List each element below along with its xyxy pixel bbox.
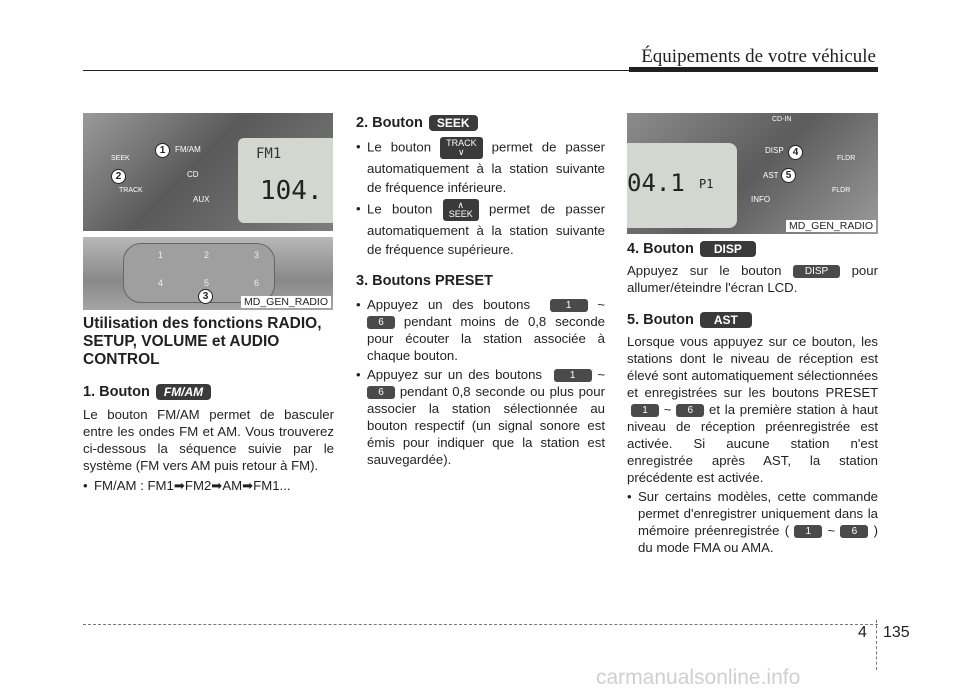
- preset-key-1: 1: [794, 525, 822, 538]
- aux-key-label: AUX: [193, 195, 210, 204]
- cd-key-label: CD: [187, 170, 199, 179]
- seek-up-key: [443, 199, 479, 221]
- bullet-text-post: pendant 0,8 seconde ou plus pour associer la station sélectionnée au bouton respectif (un signal sonore est émis pour indiquer que la station est sauvegardée).: [367, 384, 605, 467]
- tilde: ~: [663, 402, 672, 417]
- section-2-label: 2. Bouton: [356, 115, 423, 131]
- page-number: 135: [883, 624, 910, 641]
- disp-key-label: DISP: [765, 146, 784, 155]
- bullet-text-pre: Appuyez sur un des boutons: [367, 367, 543, 382]
- section-2-title: [356, 113, 605, 133]
- tilde: ~: [827, 523, 836, 538]
- preset-5: 5: [204, 278, 210, 288]
- text-b: et la première station à haut niveau de réception préenregistrée est activée. Si aucune station n'est enregistrée après AST, la station précédente est activée.: [627, 402, 878, 485]
- section-1-label: 1. Bouton: [83, 384, 150, 400]
- image-caption-left: MD_GEN_RADIO: [241, 296, 331, 308]
- key-top: ∧: [457, 200, 464, 210]
- right-lcd-preset: P1: [699, 177, 714, 191]
- section-3-title: 3. Boutons PRESET: [356, 273, 493, 289]
- section-heading: Utilisation des fonctions RADIO, SETUP, VOLUME et AUDIO CONTROL: [83, 315, 322, 368]
- chapter-number: 4: [858, 624, 867, 641]
- seek-key-label: SEEK: [111, 155, 130, 162]
- bullet-text-pre: Le bouton: [367, 139, 432, 155]
- preset-bullet-store: [356, 366, 605, 468]
- fldr-down-label: FLDR: [832, 187, 851, 194]
- right-column: [627, 239, 878, 556]
- bullet-text-post: permet de passer automatiquement à la station suivante de fréquence supérieure.: [367, 201, 606, 257]
- section-5-bullet: [627, 488, 878, 556]
- ast-key-label: AST: [763, 171, 779, 180]
- right-lcd: [627, 143, 737, 228]
- section-4-title: [627, 239, 878, 259]
- section-5-text: [627, 333, 878, 486]
- radio-lcd: [238, 138, 333, 223]
- radio-photo-top: [83, 113, 333, 231]
- section-1-text: Le bouton FM/AM permet de basculer entre les ondes FM et AM. Vous trouverez ci-dessous la séquence suivie par le système (FM vers AM puis retour à FM).: [83, 407, 334, 473]
- marker-3: 3: [198, 289, 213, 304]
- header-rule: [83, 70, 629, 71]
- right-lcd-freq: 04.1: [627, 169, 685, 197]
- track-down-key: [440, 137, 483, 159]
- text-a: Lorsque vous appuyez sur ce bouton, les stations dont le niveau de réception est élevé sont automatiquement sélectionnées et enregistrées sur les boutons PRESET: [627, 334, 878, 400]
- bullet-text-post: pendant moins de 0,8 seconde pour écouter la station associée à chaque bouton.: [367, 314, 605, 363]
- bullet-text-a: Sur certains modèles, cette commande permet d'enregistrer uniquement dans la mémoire préenregistrée (: [638, 489, 878, 538]
- header-bar: [629, 67, 878, 72]
- fldr-up-label: FLDR: [837, 155, 856, 162]
- preset-4: 4: [158, 278, 164, 288]
- footer-divider: [83, 624, 878, 625]
- section-1-bullet: • FM/AM : FM1➡FM2➡AM➡FM1...: [83, 477, 334, 494]
- key-bottom: SEEK: [448, 209, 473, 219]
- disp-badge: DISP: [700, 241, 756, 257]
- bullet-text-b: ) du mode FMA ou AMA.: [638, 523, 878, 555]
- ast-badge: AST: [700, 312, 752, 328]
- seek-badge: SEEK: [429, 115, 478, 131]
- image-caption-right: MD_GEN_RADIO: [786, 220, 876, 232]
- header-title: Équipements de votre véhicule: [641, 46, 876, 67]
- seek-bullet-up: [356, 199, 605, 259]
- text-post: pour allumer/éteindre l'écran LCD.: [627, 263, 878, 295]
- text-pre: Appuyez sur le bouton: [627, 263, 782, 278]
- preset-bullet-listen: [356, 296, 605, 364]
- bullet-text-post: permet de passer automatiquement à la station suivante de fréquence inférieure.: [367, 139, 606, 195]
- preset-6: 6: [254, 278, 260, 288]
- key-top: TRACK: [446, 138, 477, 148]
- lcd-freq: 104.: [260, 176, 323, 206]
- key-bottom: ∨: [458, 147, 465, 157]
- preset-key-6: 6: [367, 316, 395, 329]
- cdin-label: CD-IN: [772, 116, 792, 123]
- preset-2: 2: [204, 250, 210, 260]
- preset-key-1: 1: [631, 404, 659, 417]
- preset-key-1: 1: [550, 299, 588, 312]
- marker-2: 2: [111, 169, 126, 184]
- radio-photo-right: [627, 113, 878, 234]
- track-key-label: TRACK: [119, 187, 143, 194]
- section-4-text: [627, 262, 878, 296]
- marker-5: 5: [781, 168, 796, 183]
- watermark: carmanualsonline.info: [596, 666, 801, 689]
- marker-4: 4: [788, 145, 803, 160]
- seek-bullet-down: [356, 137, 605, 197]
- section-4-label: 4. Bouton: [627, 241, 694, 257]
- preset-key-6: 6: [367, 386, 395, 399]
- section-1-title: [83, 382, 334, 402]
- bullet-text-pre: Appuyez un des boutons: [367, 297, 531, 312]
- section-5-label: 5. Bouton: [627, 312, 694, 328]
- preset-key-1: 1: [554, 369, 592, 382]
- preset-key-6: 6: [676, 404, 704, 417]
- preset-3: 3: [254, 250, 260, 260]
- disp-key: DISP: [793, 265, 840, 278]
- preset-1: 1: [158, 250, 164, 260]
- middle-column: [356, 113, 605, 468]
- tilde: ~: [597, 367, 606, 382]
- footer-vertical-divider: [876, 620, 877, 670]
- preset-key-6: 6: [840, 525, 868, 538]
- radio-photo-presets: [83, 237, 333, 310]
- lcd-band: FM1: [256, 146, 282, 162]
- fmam-key-label: FM/AM: [175, 145, 201, 154]
- info-key-label: INFO: [751, 195, 771, 204]
- section-5-title: [627, 310, 878, 330]
- left-column: [83, 315, 334, 494]
- fmam-badge: FM/AM: [156, 384, 211, 400]
- tilde: ~: [597, 297, 605, 312]
- bullet-text-pre: Le bouton: [367, 201, 433, 217]
- marker-1: 1: [155, 143, 170, 158]
